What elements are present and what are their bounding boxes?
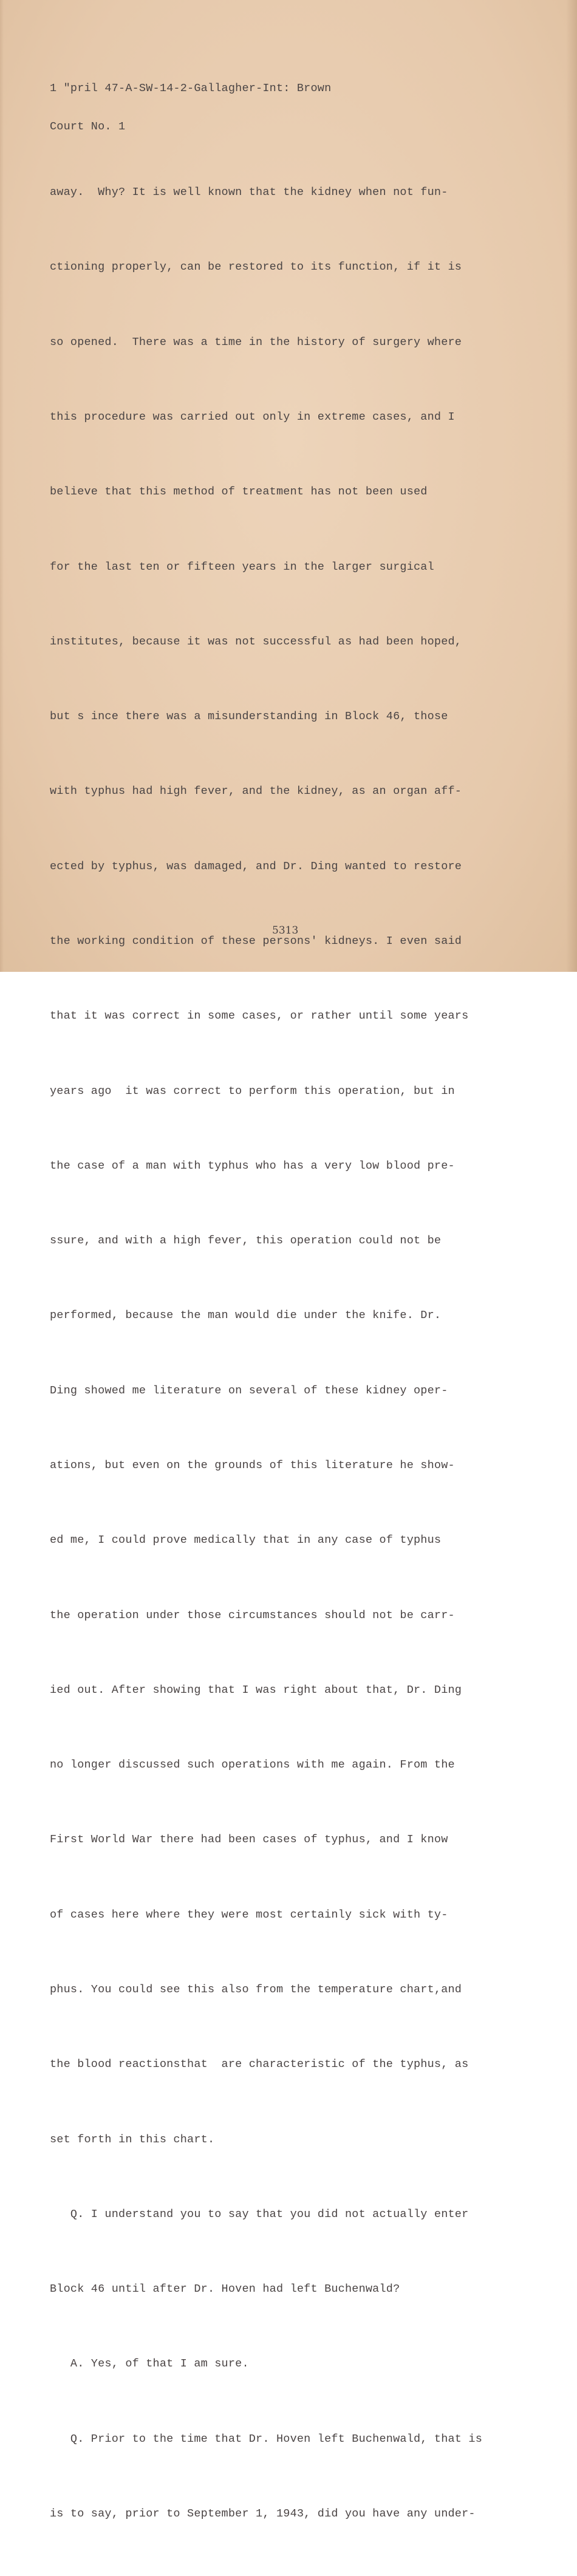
body-line: for the last ten or fifteen years in the larger surgical xyxy=(50,560,434,573)
body-line: but s ince there was a misunderstanding in Block 46, those xyxy=(50,710,448,723)
body-line: phus. You could see this also from the temperature chart,and xyxy=(50,1983,462,1996)
body-line: of cases here where they were most certainly sick with ty- xyxy=(50,1908,448,1921)
body-line: set forth in this chart. xyxy=(50,2133,215,2146)
body-line: believe that this method of treatment has not been used xyxy=(50,485,428,499)
body-line: years ago it was correct to perform this operation, but in xyxy=(50,1084,455,1098)
body-line: ed me, I could prove medically that in any case of typhus xyxy=(50,1534,442,1547)
page-right-shadow xyxy=(566,0,577,972)
body-line: that it was correct in some cases, or rather until some years xyxy=(50,1010,469,1023)
body-line: so opened. There was a time in the history of surgery where xyxy=(50,335,462,349)
body-line: ected by typhus, was damaged, and Dr. Ding wanted to restore xyxy=(50,859,462,873)
body-line: away. Why? It is well known that the kidney when not fun- xyxy=(50,186,448,199)
body-line: the working condition of these persons' kidneys. I even said xyxy=(50,935,462,948)
body-line: First World War there had been cases of typhus, and I know xyxy=(50,1833,448,1847)
header-line-2: Court No. 1 xyxy=(50,120,126,133)
body-line: ctioning properly, can be restored to its function, if it is xyxy=(50,261,462,274)
question-line: Q. Prior to the time that Dr. Hoven left Buchenwald, that is xyxy=(50,2432,483,2445)
body-line: the operation under those circumstances should not be carr- xyxy=(50,1608,455,1622)
body-line: Block 46 until after Dr. Hoven had left Buchenwald? xyxy=(50,2283,400,2296)
body-line: performed, because the man would die under the knife. Dr. xyxy=(50,1309,442,1322)
body-line: is to say, prior to September 1, 1943, did you have any under- xyxy=(50,2507,476,2520)
body-line: ations, but even on the grounds of this literature he show- xyxy=(50,1458,455,1472)
body-line: ssure, and with a high fever, this operation could not be xyxy=(50,1234,442,1248)
body-line: the case of a man with typhus who has a very low blood pre- xyxy=(50,1159,455,1172)
header-line-1: 1 "pril 47-A-SW-14-2-Gallagher-Int: Brown xyxy=(50,82,332,95)
answer-line: A. Yes, of that I am sure. xyxy=(50,2357,249,2371)
body-line: no longer discussed such operations with me again. From the xyxy=(50,1758,455,1772)
body-line: ied out. After showing that I was right about that, Dr. Ding xyxy=(50,1683,462,1696)
body-line: with typhus had high fever, and the kidney, as an organ aff- xyxy=(50,785,462,798)
question-line: Q. I understand you to say that you did not actually enter xyxy=(50,2207,469,2221)
body-line: this procedure was carried out only in extreme cases, and I xyxy=(50,411,455,424)
body-line: institutes, because it was not successful as had been hoped, xyxy=(50,635,462,648)
transcript-body xyxy=(50,130,482,2576)
page-number: 5313 xyxy=(272,924,299,937)
body-line: Ding showed me literature on several of these kidney oper- xyxy=(50,1384,448,1397)
page-left-shadow xyxy=(0,0,4,972)
body-line: the blood reactionsthat are characteristic of the typhus, as xyxy=(50,2058,469,2071)
